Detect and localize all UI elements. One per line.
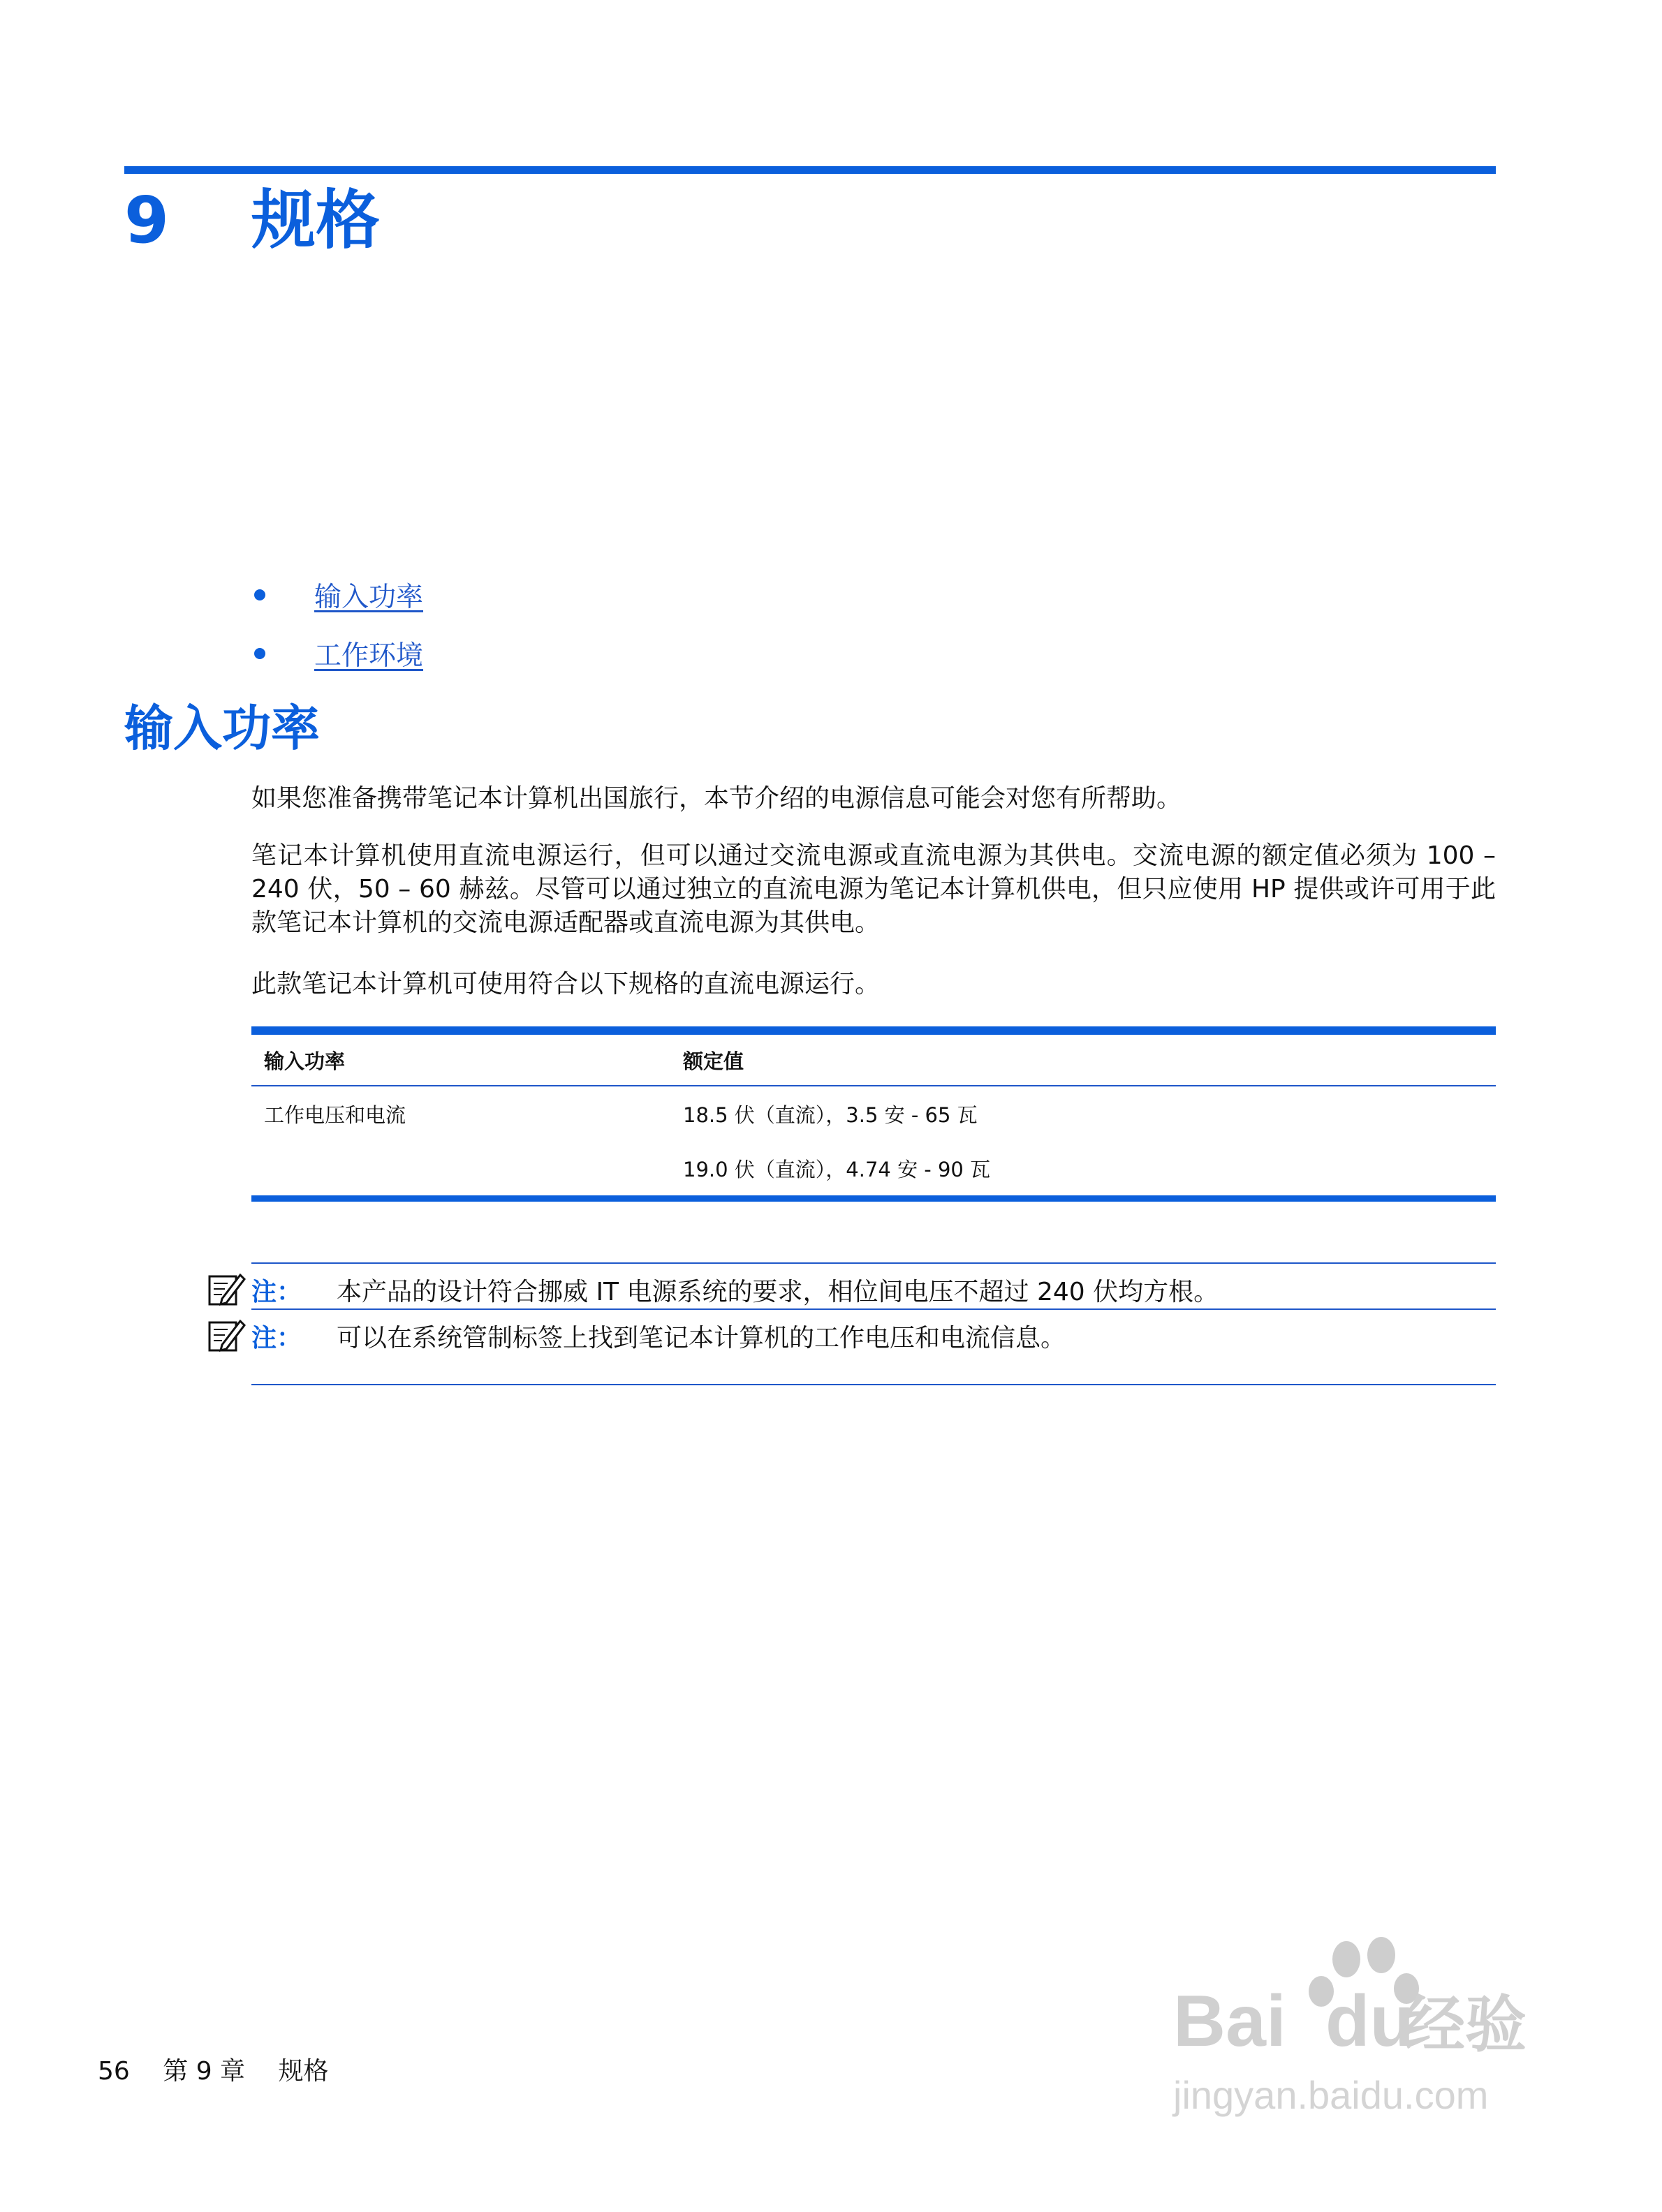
- chapter-title: 规格: [251, 183, 381, 258]
- toc-link-input-power[interactable]: 输入功率: [314, 582, 424, 613]
- table-row: [251, 1141, 1496, 1195]
- table-bottom-rule: [251, 1195, 1496, 1202]
- chapter-number: 9: [124, 183, 170, 258]
- table-header-cell: 输入功率: [264, 1049, 346, 1073]
- toc-item: [251, 624, 423, 683]
- note-pencil-icon: [207, 1315, 246, 1355]
- footer-chapter: 第 9 章: [163, 2057, 246, 2086]
- bullet-icon: [254, 648, 265, 659]
- paragraph: 如果您准备携带笔记本计算机出国旅行，本节介绍的电源信息可能会对您有所帮助。: [251, 784, 1182, 813]
- note-rule: [251, 1262, 1496, 1264]
- paragraph: 笔记本计算机使用直流电源运行，但可以通过交流电源或直流电源为其供电。交流电源的额定值必须为 100 – 240 伏，50 – 60 赫兹。尽管可以通过独立的直流电源为笔记本计算机供电，但只应使用 HP 提供或许可用于此款笔记本计算机的交流电源适配器或直流电源为其供电。: [251, 841, 1496, 937]
- note-text: 可以在系统管制标签上找到笔记本计算机的工作电压和电流信息。: [337, 1324, 1066, 1352]
- note-text: 本产品的设计符合挪威 IT 电源系统的要求，相位间电压不超过 240 伏均方根。: [337, 1278, 1219, 1306]
- baidu-watermark-logo: [1159, 1927, 1550, 2137]
- toc-link-operating-environment[interactable]: 工作环境: [314, 640, 424, 672]
- footer-title: 规格: [278, 2057, 329, 2086]
- table-row: [251, 1086, 1496, 1141]
- note-rule: [251, 1308, 1496, 1310]
- watermark-brand: Bai: [1173, 1981, 1286, 2062]
- section-heading: 输入功率: [124, 700, 320, 757]
- table-header-row: [251, 1035, 1496, 1086]
- bullet-icon: [254, 589, 265, 600]
- watermark-brand-du: du: [1325, 1981, 1415, 2062]
- toc-item: [251, 566, 423, 624]
- watermark-brand-cn: 经验: [1404, 1989, 1527, 2060]
- paragraph: 此款笔记本计算机可使用符合以下规格的直流电源运行。: [251, 970, 881, 998]
- spec-table: [251, 1026, 1496, 1202]
- page-number: 56: [98, 2057, 130, 2086]
- table-cell: 19.0 伏（直流），4.74 安 - 90 瓦: [683, 1157, 991, 1181]
- chapter-top-rule: [124, 166, 1496, 174]
- note-box: [251, 1308, 1496, 1387]
- toc-list: [251, 566, 423, 683]
- note-label: 注：: [251, 1324, 302, 1352]
- note-label: 注：: [251, 1278, 302, 1306]
- notes-bottom-rule: [251, 1384, 1496, 1385]
- table-top-rule: [251, 1026, 1496, 1035]
- page-footer: [98, 2051, 354, 2087]
- table-header-cell: 额定值: [683, 1049, 744, 1073]
- table-cell: 工作电压和电流: [264, 1103, 406, 1127]
- note-pencil-icon: [207, 1269, 246, 1308]
- watermark-url: jingyan.baidu.com: [1173, 2073, 1489, 2117]
- table-cell: 18.5 伏（直流），3.5 安 - 65 瓦: [683, 1103, 978, 1127]
